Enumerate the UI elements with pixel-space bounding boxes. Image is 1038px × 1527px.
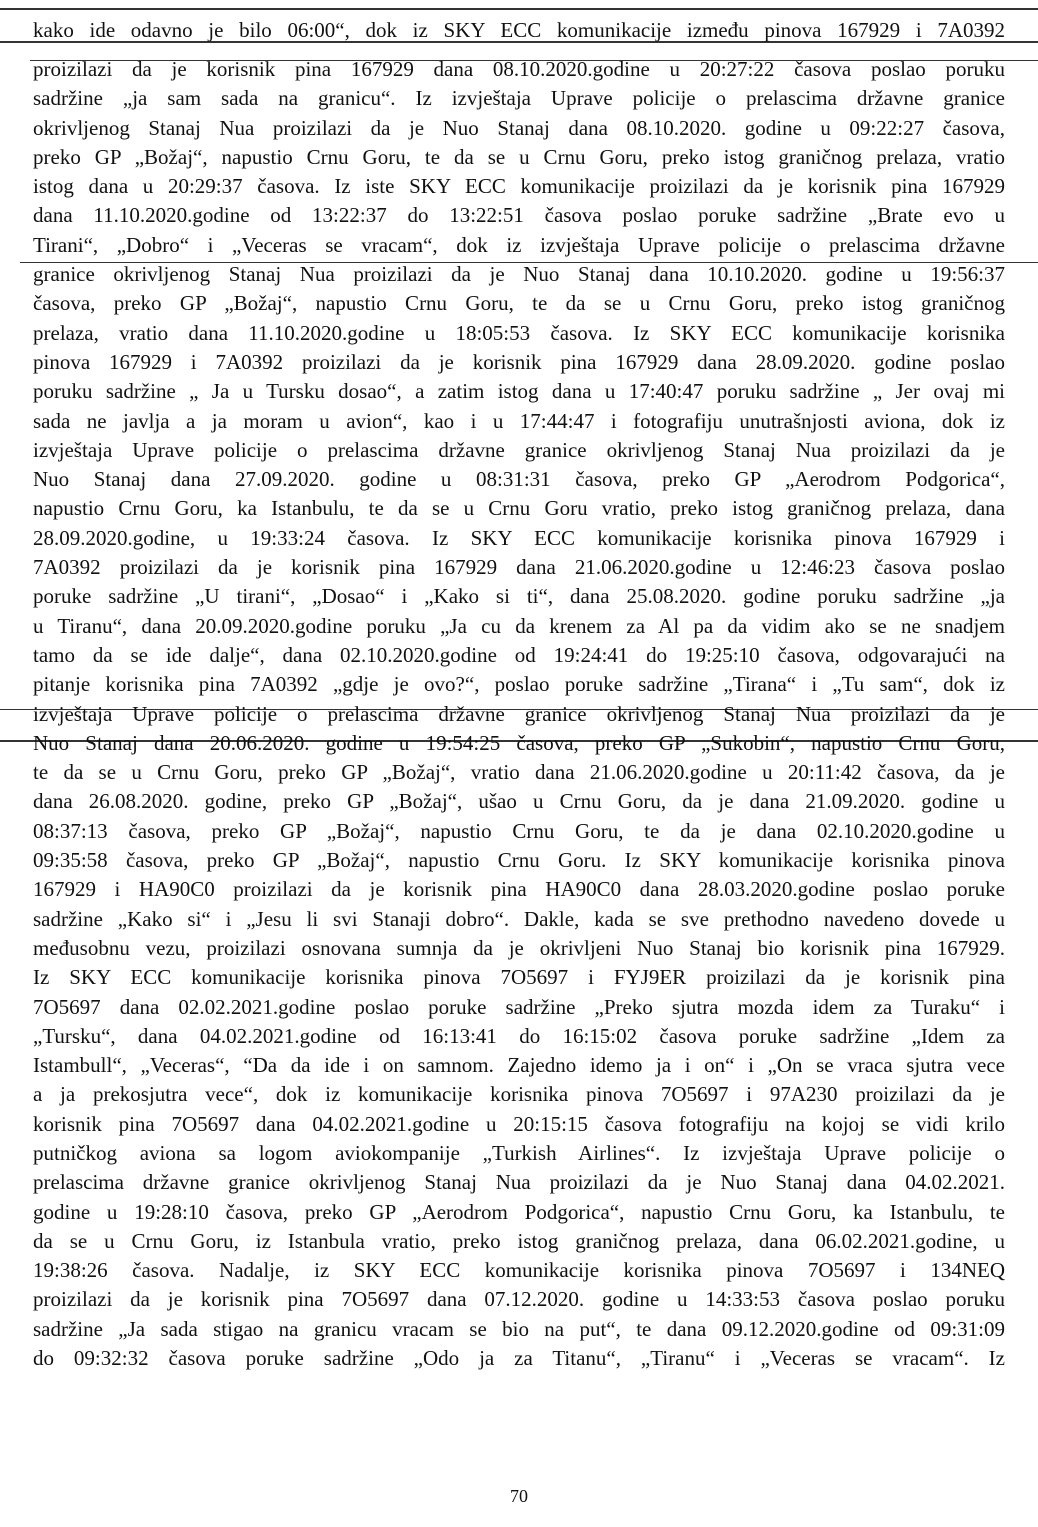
text-line: „Tursku“, dana 04.02.2021.godine od 16:13:41 do 16:15:02 časova poruke sadržine „Idem za (33, 1023, 1005, 1048)
text-line: pitanje korisnika pina 7A0392 „gdje je ovo?“, poslao poruke sadržine „Tirana“ i „Tu sam“, dok iz (33, 672, 1005, 697)
text-line: časova, preko GP „Božaj“, napustio Crnu Goru, te da se u Crnu Goru, preko istog graničnog (33, 291, 1005, 316)
scan-line (0, 8, 1038, 10)
text-line: putničkog aviona sa logom aviokompanije „Turkish Airlines“. Iz izvještaja Uprave policije o (33, 1140, 1005, 1165)
text-line: sadržine „Kako si“ i „Jesu li svi Stanaji dobro“. Dakle, kada se sve prethodno navedeno dovede u (33, 906, 1005, 931)
text-line: 28.09.2020.godine, u 19:33:24 časova. Iz SKY ECC komunikacije korisnika pinova 167929 i (33, 525, 1005, 550)
text-line: u Tiranu“, dana 20.09.2020.godine poruku „Ja cu da krenem za Al pa da vidim ako se ne snadjem (33, 613, 1005, 638)
first-line (33, 16, 1005, 44)
text-line: do 09:32:32 časova poruke sadržine „Odo ja za Titanu“, „Tiranu“ i „Veceras se vracam“. Iz (33, 1346, 1005, 1371)
text-line: sadržine „ja sam sada na granicu“. Iz izvještaja Uprave policije o prelascima državne granice (33, 86, 1005, 111)
text-line: te da se u Crnu Goru, preko GP „Božaj“, vratio dana 21.06.2020.godine u 20:11:42 časova, da je (33, 760, 1005, 785)
page-number: 70 (510, 1486, 528, 1506)
text-line: korisnik pina 7O5697 dana 04.02.2021.godine u 20:15:15 časova fotografiju na kojoj se vidi krilo (33, 1111, 1005, 1136)
text-line: izvještaja Uprave policije o prelascima državne granice okrivljenog Stanaj Nua proizilazi da je (33, 701, 1005, 726)
text-line: 09:35:58 časova, preko GP „Božaj“, napustio Crnu Goru. Iz SKY komunikacije korisnika pinova (33, 848, 1005, 873)
text-line: Istambull“, „Veceras“, “Da da ide i on samnom. Zajedno idemo ja i on“ i „On se vraca sjutra vece (33, 1053, 1005, 1078)
text-line: okrivljenog Stanaj Nua proizilazi da je Nuo Stanaj dana 08.10.2020. godine u 09:22:27 časova, (33, 115, 1005, 140)
text-line: Iz SKY ECC komunikacije korisnika pinova 7O5697 i FYJ9ER proizilazi da je korisnik pina (33, 965, 1005, 990)
text-line: 7A0392 proizilazi da je korisnik pina 167929 dana 21.06.2020.godine u 12:46:23 časova poslao (33, 555, 1005, 580)
text-line: dana 11.10.2020.godine od 13:22:37 do 13:22:51 časova poslao poruke sadržine „Brate evo u (33, 203, 1005, 228)
text-line: da se u Crnu Goru, iz Istanbula vratio, preko istog graničnog prelaza, dana 06.02.2021.godine, u (33, 1228, 1005, 1253)
text-line: 167929 i HA90C0 proizilazi da je korisnik pina HA90C0 dana 28.03.2020.godine poslao poruke (33, 877, 1005, 902)
text-line: sada ne javlja a ja moram u avion“, kao i u 17:44:47 i fotografiju unutrašnjosti aviona, dok iz (33, 408, 1005, 433)
text-line: 08:37:13 časova, preko GP „Božaj“, napustio Crnu Goru, te da je dana 02.10.2020.godine u (33, 818, 1005, 843)
text-line: Nuo Stanaj dana 20.06.2020. godine u 19:54:25 časova, preko GP „Sukobin“, napustio Crnu Goru, (33, 730, 1005, 755)
text-line: 19:38:26 časova. Nadalje, iz SKY ECC komunikacije korisnika pinova 7O5697 i 134NEQ (33, 1258, 1005, 1283)
text-line: Tirani“, „Dobro“ i „Veceras se vracam“, dok iz izvještaja Uprave policije o prelascima državne (33, 232, 1005, 257)
text-line: napustio Crnu Goru, ka Istanbulu, te da se u Crnu Goru vratio, preko istog graničnog prelaza, dana (33, 496, 1005, 521)
text-line: dana 26.08.2020. godine, preko GP „Božaj“, ušao u Crnu Goru, da je dana 21.09.2020. godine u (33, 789, 1005, 814)
text-line: pinova 167929 i 7A0392 proizilazi da je korisnik pina 167929 dana 28.09.2020. godine poslao (33, 349, 1005, 374)
text-line: sadržine „Ja sada stigao na granicu vracam se bio na put“, te dana 09.12.2020.godine od 09:31:09 (33, 1316, 1005, 1341)
text-line: kako ide odavno je bilo 06:00“, dok iz SKY ECC komunikacije između pinova 167929 i 7A0392 (33, 18, 1005, 42)
text-line: tamo da se ide dalje“, dana 02.10.2020.godine od 19:24:41 do 19:25:10 časova, odgovarajući na (33, 642, 1005, 667)
text-line: proizilazi da je korisnik pina 167929 dana 08.10.2020.godine u 20:27:22 časova poslao poruku (33, 57, 1005, 81)
text-line: istog dana u 20:29:37 časova. Iz iste SKY ECC komunikacije proizilazi da je korisnik pina 167929 (33, 174, 1005, 199)
text-line: prelascima državne granice okrivljenog Stanaj Nua proizilazi da je Nuo Stanaj dana 04.02.2021. (33, 1170, 1005, 1195)
text-line: izvještaja Uprave policije o prelascima državne granice okrivljenog Stanaj Nua proizilazi da je (33, 437, 1005, 462)
body-text (33, 55, 1005, 1373)
text-line: međusobnu vezu, proizilazi osnovana sumnja da je okrivljeni Nuo Stanaj bio korisnik pina 167929. (33, 935, 1005, 960)
text-line: a ja prekosjutra vece“, dok iz komunikacije korisnika pinova 7O5697 i 97A230 proizilazi da je (33, 1082, 1005, 1107)
text-line: 7O5697 dana 02.02.2021.godine poslao poruke sadržine „Preko sjutra mozda idem za Turaku“ i (33, 994, 1005, 1019)
text-line: Nuo Stanaj dana 27.09.2020. godine u 08:31:31 časova, preko GP „Aerodrom Podgorica“, (33, 467, 1005, 492)
text-line: poruku sadržine „ Ja u Tursku dosao“, a zatim istog dana u 17:40:47 poruku sadržine „ Jer ovaj mi (33, 379, 1005, 404)
text-line: prelaza, vratio dana 11.10.2020.godine u 18:05:53 časova. Iz SKY ECC komunikacije korisnika (33, 320, 1005, 345)
text-line: proizilazi da je korisnik pina 7O5697 dana 07.12.2020. godine u 14:33:53 časova poslao poruku (33, 1287, 1005, 1312)
text-line: preko GP „Božaj“, napustio Crnu Goru, te da se u Crnu Goru, preko istog graničnog prelaza, vratio (33, 144, 1005, 169)
text-line: poruke sadržine „U tirani“, „Dosao“ i „Kako si ti“, dana 25.08.2020. godine poruku sadržine „ja (33, 584, 1005, 609)
text-line: godine u 19:28:10 časova, preko GP „Aerodrom Podgorica“, napustio Crnu Goru, ka Istanbulu, te (33, 1199, 1005, 1224)
text-line: granice okrivljenog Stanaj Nua proizilazi da je Nuo Stanaj dana 10.10.2020. godine u 19:56:37 (33, 262, 1005, 287)
